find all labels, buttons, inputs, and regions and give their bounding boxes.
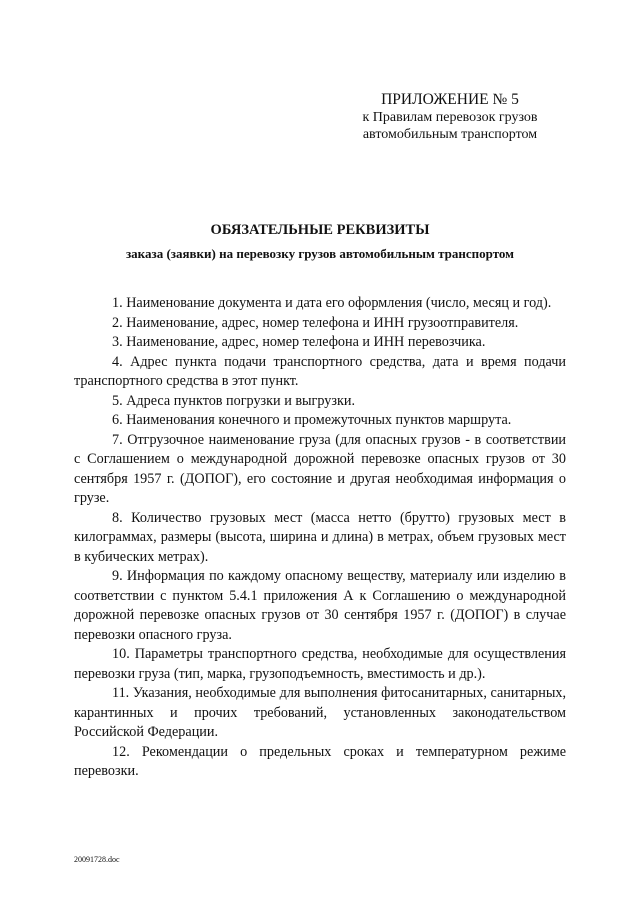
list-item: 1. Наименование документа и дата его оформления (число, месяц и год). [112,295,552,311]
requisites-list [74,294,566,782]
document-heading: ОБЯЗАТЕЛЬНЫЕ РЕКВИЗИТЫ [210,222,430,238]
list-item: 5. Адреса пунктов погрузки и выгрузки. [112,392,356,409]
list-item: 9. Информация по каждому опасному веществу, материалу или изделию в соответствии с пунктом 5.4.1 приложения А к Соглашению о международной дорожной перевозке опасных грузов от 30 сентября 1957 г. (ДОПОГ) в случае перевозки опасного груза. [74,568,566,643]
appendix-line-2: автомобильным транспортом [362,127,538,142]
appendix-line-1: к Правилам перевозок грузов [362,110,538,125]
list-item: 11. Указания, необходимые для выполнения фитосанитарных, санитарных, карантинных и прочих требований, установленных законодательством Российской Федерации. [74,685,566,740]
list-item: 10. Параметры транспортного средства, необходимые для осуществления перевозки груза (тип, марка, грузоподъемность, вместимость и др.). [74,646,566,682]
file-name-footer: 20091728.doc [74,855,120,864]
list-item: 6. Наименования конечного и промежуточных пунктов маршрута. [112,412,512,428]
list-item: 3. Наименование, адрес, номер телефона и ИНН перевозчика. [112,334,486,350]
list-item: 2. Наименование, адрес, номер телефона и ИНН грузоотправителя. [112,314,519,331]
appendix-title: ПРИЛОЖЕНИЕ № 5 [381,91,519,108]
document-subheading: заказа (заявки) на перевозку грузов автомобильным транспортом [125,246,515,261]
list-item: 8. Количество грузовых мест (масса нетто (брутто) грузовых мест в килограммах, размеры (высота, ширина и длина) в метрах, объем грузовых мест в кубических метрах). [74,509,566,565]
appendix-block [340,90,560,143]
list-item: 7. Отгрузочное наименование груза (для опасных грузов - в соответствии с Соглашением о международной дорожной перевозке опасных грузов от 30 сентября 1957 г. (ДОПОГ), его состояние и другая необходимая информация о грузе. [74,431,566,506]
list-item: 4. Адрес пункта подачи транспортного средства, дата и время подачи транспортного средства в этот пункт. [74,353,566,389]
list-item: 12. Рекомендации о предельных сроках и температурном режиме перевозки. [74,743,566,779]
